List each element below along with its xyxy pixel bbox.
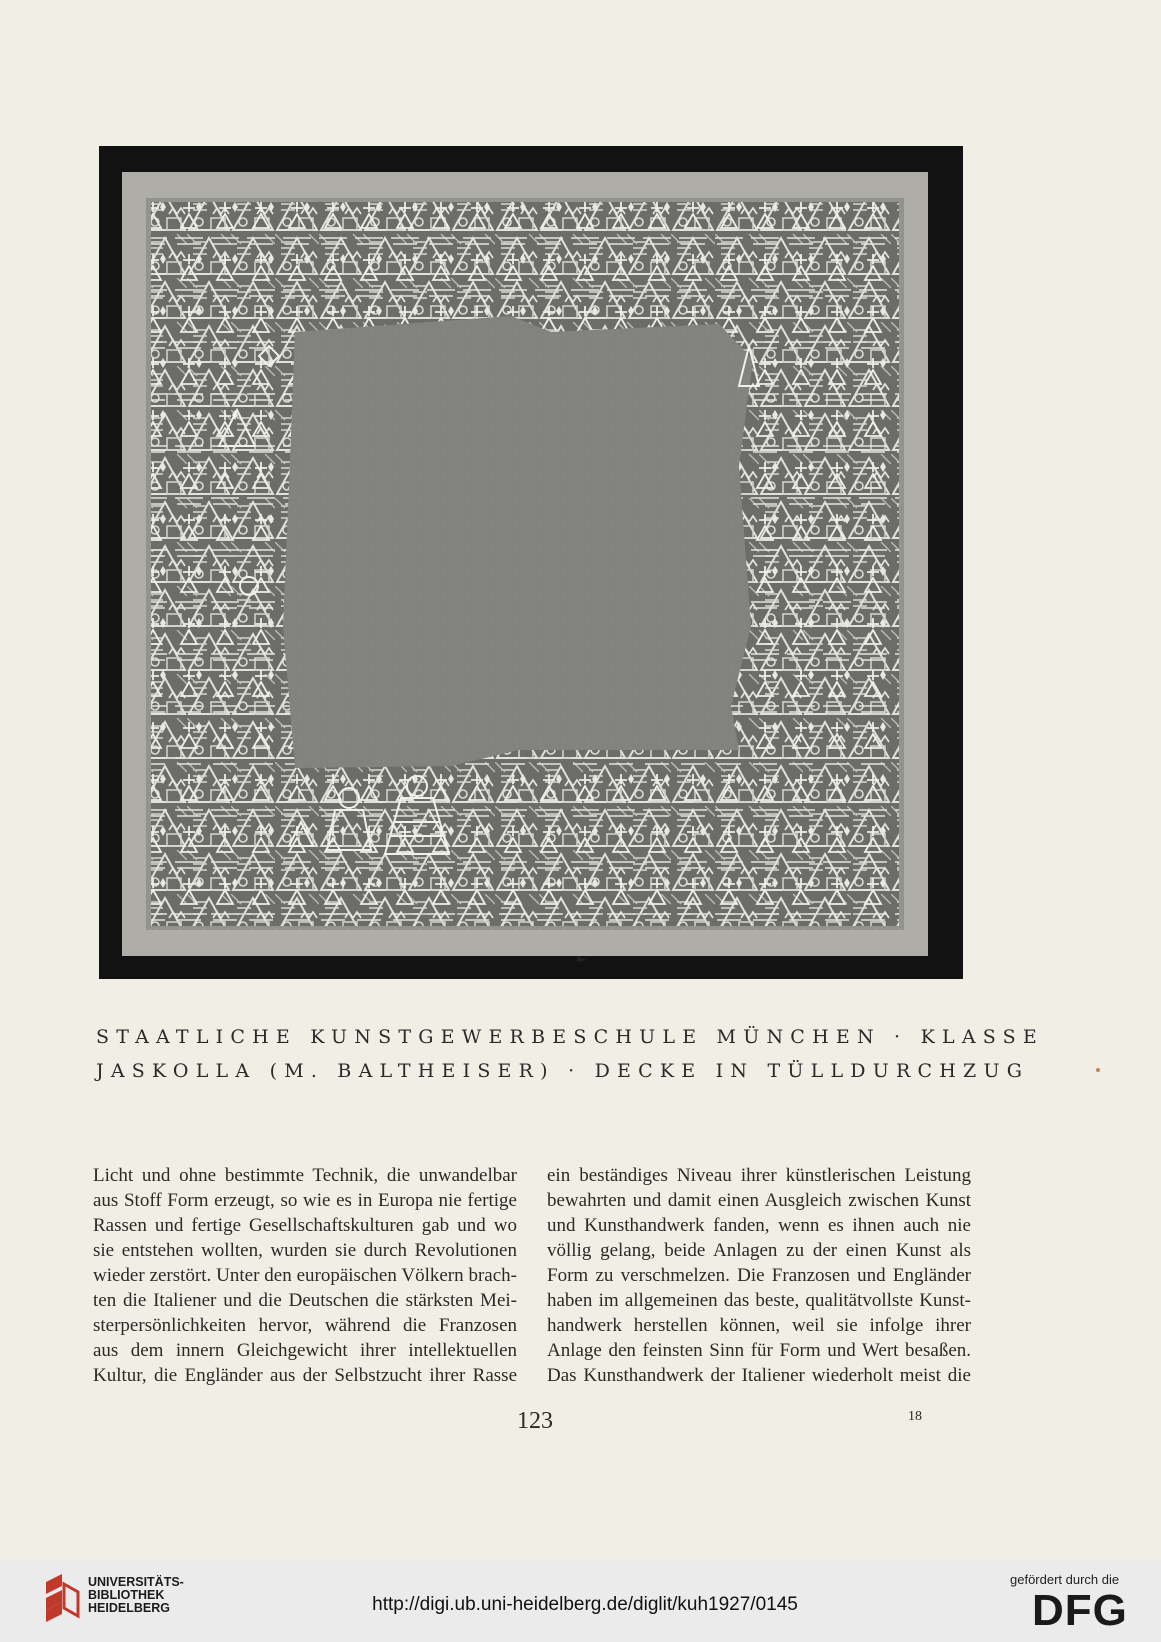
- body-text-right-column: [547, 1163, 971, 1388]
- body-line: ten die Italiener und die Deutschen die stärksten Mei-: [93, 1290, 517, 1311]
- caption-line-2: JASKOLLA (M. BALTHEISER) · DECKE IN TÜLLDURCHZUG: [96, 1060, 1030, 1082]
- body-text-left-column: [93, 1163, 517, 1388]
- body-line: wieder zerstört. Unter den europäischen Völkern brach-: [93, 1265, 517, 1286]
- signature-mark: 18: [908, 1409, 922, 1424]
- body-line: bewahrten und damit einen Ausgleich zwischen Kunst: [547, 1190, 971, 1211]
- body-line: Rassen und fertige Gesellschaftskulturen gab und wo: [93, 1215, 517, 1236]
- body-line: völlig gelang, beide Anlagen zu der einen Kunst als: [547, 1240, 971, 1261]
- body-line: Anlage den feinsten Sinn für Form und Wert besaßen.: [547, 1340, 971, 1361]
- body-line: sterpersönlichkeiten hervor, während die Franzosen: [93, 1315, 517, 1336]
- permalink-url[interactable]: http://digi.ub.uni-heidelberg.de/diglit/kuh1927/0145: [372, 1594, 798, 1615]
- body-line: aus dem innern Gleichgewicht ihrer intellektuellen: [93, 1340, 517, 1361]
- library-line-1: UNIVERSITÄTS-: [88, 1575, 184, 1589]
- funding-note: gefördert durch die: [1010, 1572, 1120, 1587]
- body-line: Das Kunsthandwerk der Italiener wiederholt meist die: [547, 1365, 971, 1386]
- body-line: ein beständiges Niveau ihrer künstlerischen Leistung: [547, 1165, 971, 1186]
- body-line: und Kunsthandwerk fanden, wenn es ihnen auch nie: [547, 1215, 971, 1236]
- university-library-logo-icon[interactable]: [42, 1572, 82, 1624]
- figure-caption: [96, 1020, 1044, 1088]
- body-line: Form zu verschmelzen. Die Franzosen und Engländer: [547, 1265, 971, 1286]
- page-number: 123: [517, 1408, 553, 1434]
- library-name[interactable]: [88, 1576, 228, 1615]
- body-line: Licht und ohne bestimmte Technik, die unwandelbar: [93, 1165, 517, 1186]
- library-line-3: HEIDELBERG: [88, 1601, 170, 1615]
- body-line: aus Stoff Form erzeugt, so wie es in Europa nie fertige: [93, 1190, 517, 1211]
- dfg-logo[interactable]: DFG: [1032, 1586, 1128, 1635]
- caption-line-1: STAATLICHE KUNSTGEWERBESCHULE MÜNCHEN · KLASSE: [96, 1026, 1044, 1048]
- body-line: Kultur, die Engländer aus der Selbstzucht ihrer Rasse: [93, 1365, 517, 1386]
- tablecloth-photograph: [99, 146, 963, 979]
- body-line: haben im allgemeinen das beste, qualitätvollste Kunst-: [547, 1290, 971, 1311]
- library-line-2: BIBLIOTHEK: [88, 1588, 165, 1602]
- body-line: sie entstehen wollten, wurden sie durch Revolutionen: [93, 1240, 517, 1261]
- embroidered-tulle-tablecloth-photo-icon: [99, 146, 963, 979]
- paper-speck: [1096, 1068, 1100, 1072]
- body-line: handwerk herstellen können, weil sie infolge ihrer: [547, 1315, 971, 1336]
